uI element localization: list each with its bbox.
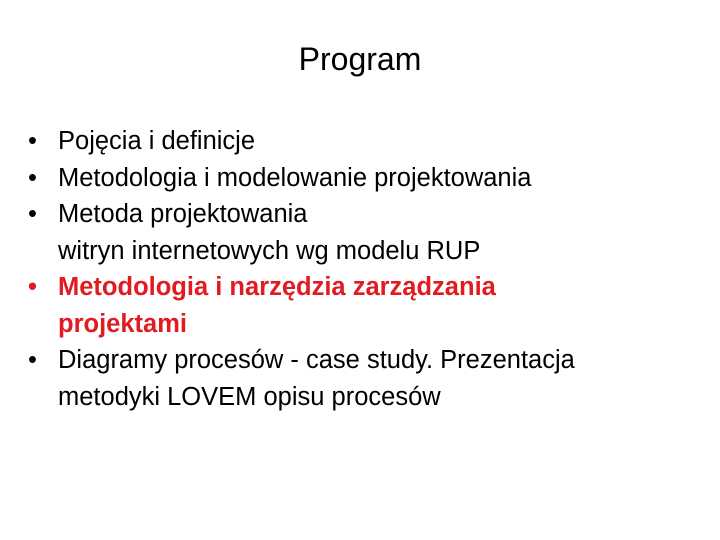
bullet-text-line: Pojęcia i definicje (58, 127, 256, 155)
bullet-item-process-diagrams (28, 342, 718, 415)
slide-title: Program (298, 41, 422, 77)
bullet-icon: • (28, 200, 37, 228)
bullet-list (28, 123, 718, 415)
bullet-item-definitions (28, 123, 718, 160)
bullet-icon: • (28, 273, 37, 301)
bullet-text-line: Metodologia i modelowanie projektowania (58, 163, 532, 192)
bullet-icon: • (28, 163, 37, 192)
bullet-text-line: Metodologia i narzędzia zarządzania (58, 273, 496, 301)
bullet-icon: • (28, 346, 37, 374)
bullet-icon: • (28, 127, 37, 155)
bullet-item-rup-method (28, 196, 718, 269)
bullet-text-line: projektami (58, 309, 187, 338)
bullet-item-methodology (28, 160, 718, 197)
bullet-text-line: witryn internetowych wg modelu RUP (58, 236, 481, 265)
bullet-item-project-management (28, 269, 718, 342)
bullet-text-line: Diagramy procesów - case study. Prezentacja (58, 346, 575, 374)
bullet-text-line: Metoda projektowania (58, 200, 308, 228)
bullet-text-line: metodyki LOVEM opisu procesów (58, 382, 441, 411)
